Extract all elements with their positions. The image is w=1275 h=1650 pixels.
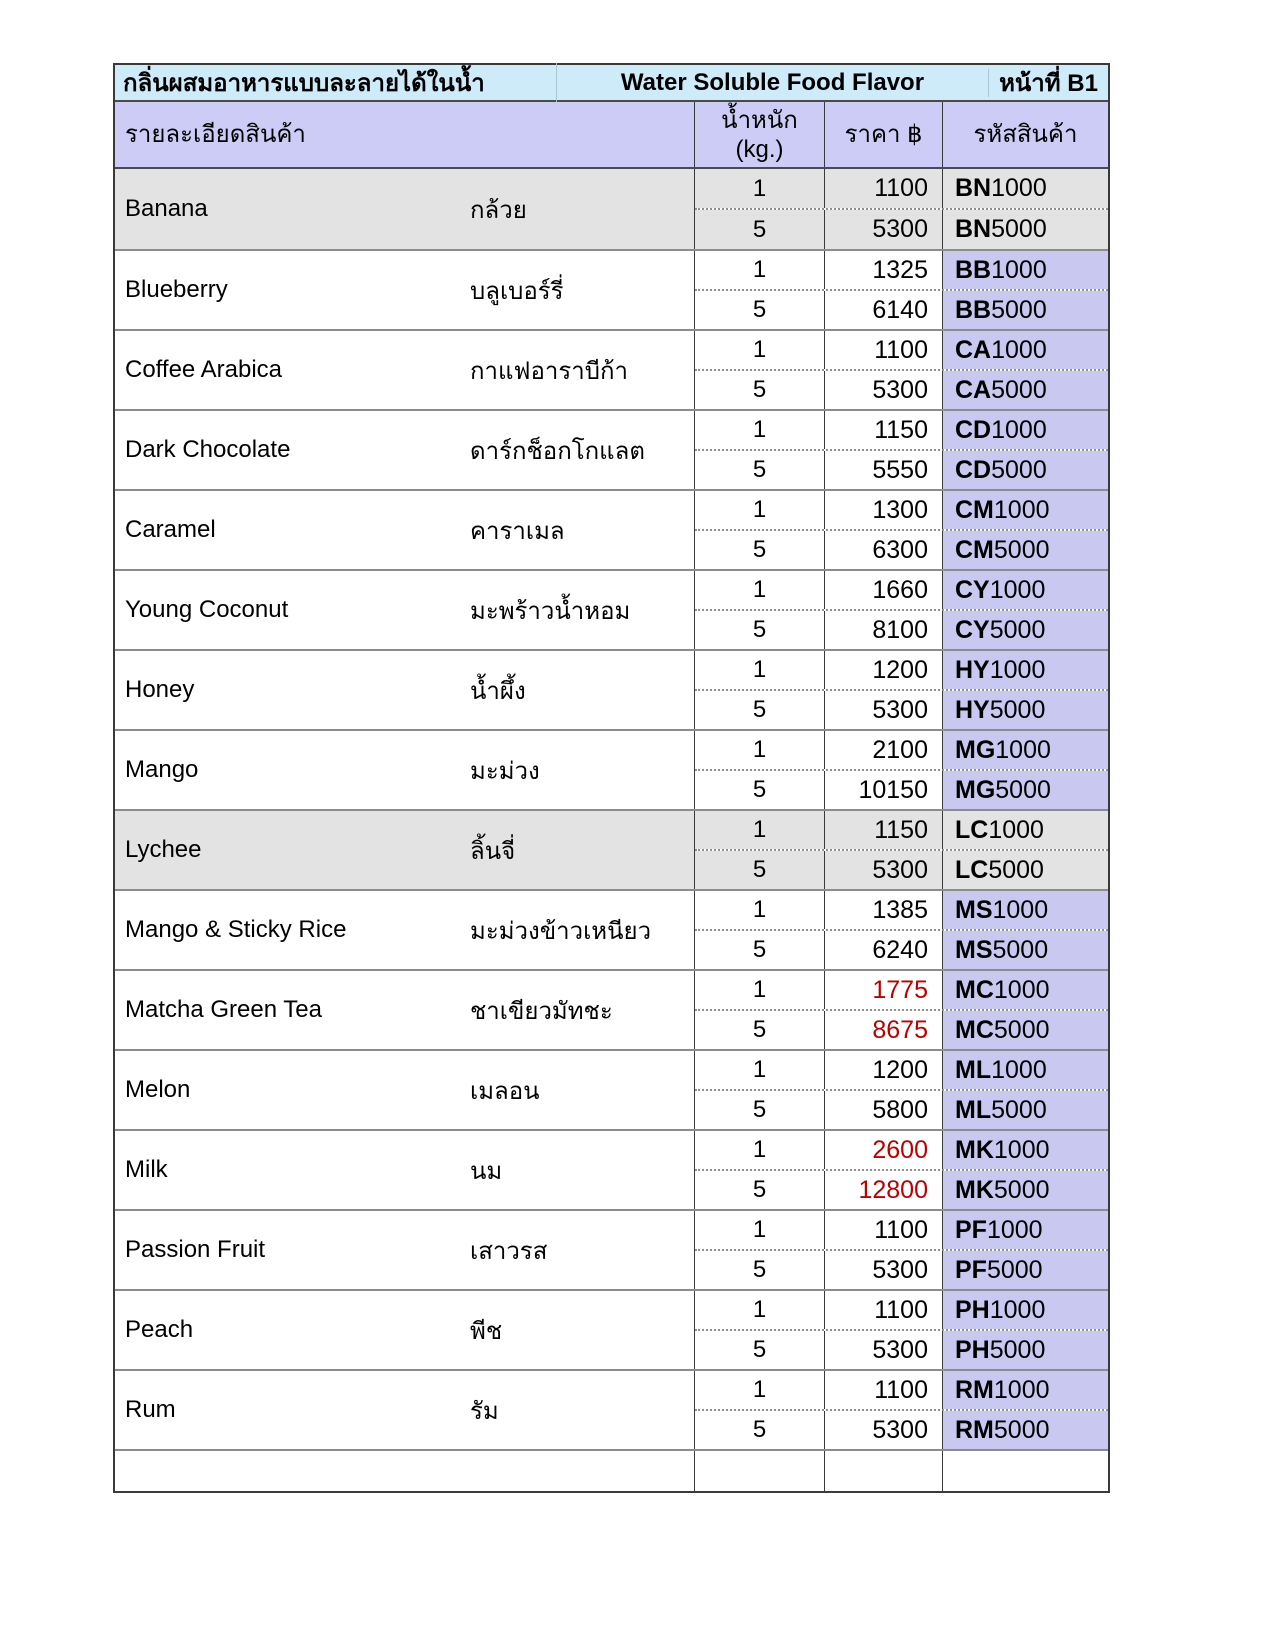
code-prefix: BB (955, 295, 992, 324)
price-value: 1300 (825, 491, 943, 529)
price-value: 5300 (825, 1331, 943, 1369)
code-suffix: 1000 (989, 575, 1046, 604)
product-variants (695, 251, 1108, 329)
code-suffix: 5000 (991, 295, 1047, 324)
product-code (943, 451, 1108, 489)
variant-row-5kg (695, 691, 1108, 729)
product-code (943, 571, 1108, 609)
product-code (943, 1091, 1108, 1129)
code-suffix: 1000 (988, 815, 1044, 844)
weight-value: 5 (695, 1411, 825, 1449)
weight-value: 1 (695, 1291, 825, 1329)
variant-row-1kg (695, 571, 1108, 611)
code-suffix: 5000 (989, 695, 1046, 724)
code-prefix: MK (955, 1135, 994, 1164)
code-suffix: 1000 (986, 1215, 1043, 1244)
code-suffix: 5000 (992, 935, 1049, 964)
product-variants (695, 411, 1108, 489)
product-row (115, 249, 1108, 329)
weight-value: 5 (695, 771, 825, 809)
weight-value: 5 (695, 931, 825, 969)
code-prefix: MC (955, 975, 994, 1004)
product-row (115, 729, 1108, 809)
code-suffix: 5000 (988, 855, 1044, 884)
product-variants (695, 1211, 1108, 1289)
weight-value: 1 (695, 891, 825, 929)
weight-value: 5 (695, 1011, 825, 1049)
product-name-english: Mango & Sticky Rice (125, 916, 347, 943)
product-name-thai: มะพร้าวน้ำหอม (470, 597, 631, 625)
price-value: 5300 (825, 851, 943, 889)
code-prefix: PH (955, 1335, 990, 1364)
code-prefix: LC (955, 855, 989, 884)
product-code (943, 1011, 1108, 1049)
title-thai: กลิ่นผสมอาหารแบบละลายได้ในน้ำ (115, 63, 557, 102)
price-value: 2100 (825, 731, 943, 769)
product-code (943, 771, 1108, 809)
product-code (943, 1051, 1108, 1089)
variant-row-5kg (695, 1251, 1108, 1289)
price-value: 1200 (825, 1051, 943, 1089)
weight-value: 1 (695, 731, 825, 769)
product-row (115, 1049, 1108, 1129)
product-name-cell (115, 571, 695, 649)
weight-value: 5 (695, 451, 825, 489)
price-value: 6240 (825, 931, 943, 969)
product-name-cell (115, 971, 695, 1049)
code-prefix: MS (955, 895, 993, 924)
weight-value: 1 (695, 1051, 825, 1089)
weight-value: 5 (695, 531, 825, 569)
variant-row-5kg (695, 771, 1108, 809)
product-code (943, 1371, 1108, 1409)
variant-row-5kg (695, 531, 1108, 569)
code-suffix: 5000 (986, 1255, 1043, 1284)
empty-name-cell (115, 1451, 695, 1491)
variant-row-5kg (695, 291, 1108, 329)
product-row (115, 1129, 1108, 1209)
weight-value: 1 (695, 811, 825, 849)
product-name-english: Mango (125, 756, 199, 783)
code-suffix: 1000 (989, 655, 1046, 684)
product-row (115, 809, 1108, 889)
code-suffix: 1000 (991, 1055, 1047, 1084)
product-name-thai: พีช (470, 1317, 503, 1345)
code-prefix: ML (955, 1095, 992, 1124)
product-code (943, 691, 1108, 729)
product-code (943, 169, 1108, 208)
variant-row-5kg (695, 611, 1108, 649)
variant-row-1kg (695, 491, 1108, 531)
code-prefix: MC (955, 1015, 994, 1044)
variant-row-1kg (695, 1371, 1108, 1411)
code-suffix: 5000 (993, 1015, 1050, 1044)
variant-row-1kg (695, 169, 1108, 210)
code-prefix: PF (955, 1215, 987, 1244)
product-row (115, 889, 1108, 969)
weight-value: 5 (695, 691, 825, 729)
product-code (943, 891, 1108, 929)
product-code (943, 1251, 1108, 1289)
product-name-thai: น้ำผึ้ง (470, 677, 526, 705)
header-price: ราคา ฿ (825, 102, 943, 167)
code-suffix: 5000 (991, 1095, 1047, 1124)
product-row (115, 409, 1108, 489)
weight-value: 1 (695, 971, 825, 1009)
code-suffix: 1000 (991, 174, 1047, 202)
product-variants (695, 331, 1108, 409)
weight-value: 5 (695, 1091, 825, 1129)
product-row (115, 1289, 1108, 1369)
product-name-english: Coffee Arabica (125, 356, 282, 383)
code-suffix: 1000 (991, 335, 1047, 364)
variant-row-1kg (695, 331, 1108, 371)
product-code (943, 1211, 1108, 1249)
variant-row-5kg (695, 851, 1108, 889)
product-variants (695, 1371, 1108, 1449)
price-value: 1150 (825, 811, 943, 849)
empty-weight-cell (695, 1451, 825, 1491)
code-suffix: 1000 (993, 975, 1050, 1004)
code-suffix: 5000 (991, 215, 1047, 243)
code-suffix: 5000 (993, 535, 1050, 564)
code-prefix: HY (955, 655, 990, 684)
price-value: 1775 (825, 971, 943, 1009)
product-code (943, 811, 1108, 849)
code-prefix: CD (955, 455, 992, 484)
price-value: 2600 (825, 1131, 943, 1169)
product-name-cell (115, 891, 695, 969)
product-row (115, 569, 1108, 649)
product-name-english: Banana (125, 195, 208, 222)
code-suffix: 5000 (993, 1415, 1050, 1444)
variant-row-1kg (695, 1051, 1108, 1091)
code-suffix: 5000 (989, 615, 1046, 644)
product-name-thai: กล้วย (470, 196, 527, 224)
product-variants (695, 491, 1108, 569)
price-value: 5800 (825, 1091, 943, 1129)
weight-value: 1 (695, 1371, 825, 1409)
weight-value: 5 (695, 1331, 825, 1369)
variant-row-5kg (695, 1411, 1108, 1449)
weight-value: 5 (695, 1171, 825, 1209)
product-variants (695, 169, 1108, 249)
product-variants (695, 1291, 1108, 1369)
product-name-english: Blueberry (125, 276, 228, 303)
product-code (943, 210, 1108, 249)
code-suffix: 5000 (989, 1335, 1046, 1364)
variant-row-1kg (695, 251, 1108, 291)
product-name-cell (115, 169, 695, 249)
product-code (943, 931, 1108, 969)
price-value: 5300 (825, 371, 943, 409)
product-code (943, 1411, 1108, 1449)
price-value: 1325 (825, 251, 943, 289)
price-value: 12800 (825, 1171, 943, 1209)
page-number: หน้าที่ B1 (999, 70, 1098, 97)
product-name-cell (115, 1051, 695, 1129)
product-variants (695, 971, 1108, 1049)
price-value: 5300 (825, 1251, 943, 1289)
product-name-english: Milk (125, 1156, 168, 1183)
product-code (943, 251, 1108, 289)
code-prefix: CY (955, 615, 990, 644)
price-value: 1100 (825, 1211, 943, 1249)
product-code (943, 411, 1108, 449)
product-row (115, 649, 1108, 729)
empty-row (115, 1449, 1108, 1491)
code-prefix: RM (955, 1415, 994, 1444)
product-name-thai: ลิ้นจี่ (470, 837, 516, 865)
weight-value: 5 (695, 210, 825, 249)
price-value: 8675 (825, 1011, 943, 1049)
title-bar (115, 65, 1108, 102)
product-name-thai: ดาร์กช็อกโกแลต (470, 437, 645, 465)
code-prefix: BN (955, 174, 992, 202)
product-row (115, 1209, 1108, 1289)
code-suffix: 1000 (992, 895, 1049, 924)
weight-value: 1 (695, 1211, 825, 1249)
weight-value: 1 (695, 651, 825, 689)
product-name-cell (115, 811, 695, 889)
product-code (943, 1331, 1108, 1369)
variant-row-5kg (695, 1331, 1108, 1369)
code-prefix: CY (955, 575, 990, 604)
price-value: 6300 (825, 531, 943, 569)
product-variants (695, 891, 1108, 969)
product-code (943, 611, 1108, 649)
code-suffix: 1000 (995, 735, 1051, 764)
product-code (943, 491, 1108, 529)
price-value: 5300 (825, 1411, 943, 1449)
weight-value: 1 (695, 251, 825, 289)
product-code (943, 651, 1108, 689)
code-prefix: ML (955, 1055, 992, 1084)
code-prefix: PF (955, 1255, 987, 1284)
variant-row-1kg (695, 971, 1108, 1011)
price-value: 5300 (825, 691, 943, 729)
product-variants (695, 651, 1108, 729)
header-weight (695, 102, 825, 167)
product-name-english: Peach (125, 1316, 194, 1343)
product-code (943, 371, 1108, 409)
product-code (943, 731, 1108, 769)
price-value: 1660 (825, 571, 943, 609)
product-name-english: Matcha Green Tea (125, 996, 323, 1023)
product-name-cell (115, 491, 695, 569)
weight-value: 5 (695, 371, 825, 409)
product-name-cell (115, 731, 695, 809)
code-prefix: PH (955, 1295, 990, 1324)
product-name-english: Lychee (125, 836, 202, 863)
weight-value: 1 (695, 411, 825, 449)
product-variants (695, 731, 1108, 809)
price-table (113, 63, 1110, 1493)
weight-value: 5 (695, 851, 825, 889)
product-name-thai: รัม (470, 1397, 499, 1425)
variant-row-5kg (695, 1011, 1108, 1049)
product-code (943, 531, 1108, 569)
code-prefix: CA (955, 335, 992, 364)
product-row (115, 329, 1108, 409)
code-suffix: 5000 (995, 775, 1051, 804)
code-prefix: HY (955, 695, 990, 724)
header-code: รหัสสินค้า (973, 121, 1078, 148)
product-name-thai: คาราเมล (470, 517, 565, 545)
header-weight-line1: น้ำหนัก (721, 106, 798, 134)
product-code (943, 291, 1108, 329)
product-name-english: Caramel (125, 516, 216, 543)
product-code (943, 1171, 1108, 1209)
variant-row-5kg (695, 210, 1108, 249)
product-name-cell (115, 1211, 695, 1289)
weight-value: 5 (695, 611, 825, 649)
product-variants (695, 811, 1108, 889)
code-suffix: 1000 (993, 495, 1050, 524)
product-name-thai: มะม่วง (470, 757, 540, 785)
weight-value: 1 (695, 491, 825, 529)
variant-row-5kg (695, 451, 1108, 489)
price-value: 1150 (825, 411, 943, 449)
product-name-cell (115, 651, 695, 729)
product-name-thai: เมลอน (470, 1077, 540, 1105)
empty-code-cell (943, 1451, 1108, 1491)
price-value: 1100 (825, 1371, 943, 1409)
product-name-cell (115, 1371, 695, 1449)
code-prefix: CM (955, 495, 994, 524)
product-name-english: Melon (125, 1076, 191, 1103)
variant-row-1kg (695, 1291, 1108, 1331)
code-suffix: 5000 (991, 455, 1047, 484)
product-name-cell (115, 1291, 695, 1369)
variant-row-1kg (695, 811, 1108, 851)
weight-value: 1 (695, 331, 825, 369)
product-name-thai: ชาเขียวมัทชะ (470, 997, 613, 1025)
header-weight-line2: (kg.) (735, 135, 784, 163)
empty-price-cell (825, 1451, 943, 1491)
product-variants (695, 1051, 1108, 1129)
product-code (943, 851, 1108, 889)
price-value: 5550 (825, 451, 943, 489)
code-suffix: 1000 (993, 1375, 1050, 1404)
product-code (943, 1131, 1108, 1169)
code-prefix: CD (955, 415, 992, 444)
product-name-english: Dark Chocolate (125, 436, 291, 463)
product-name-english: Passion Fruit (125, 1236, 266, 1263)
product-name-english: Young Coconut (125, 596, 289, 623)
code-prefix: MK (955, 1175, 994, 1204)
header-description: รายละเอียดสินค้า (115, 102, 695, 167)
variant-row-5kg (695, 1171, 1108, 1209)
weight-value: 1 (695, 571, 825, 609)
product-name-thai: กาแฟอาราบีก้า (470, 357, 628, 385)
code-prefix: CA (955, 375, 992, 404)
code-suffix: 5000 (991, 375, 1047, 404)
product-code (943, 971, 1108, 1009)
variant-row-1kg (695, 731, 1108, 771)
product-name-english: Rum (125, 1396, 176, 1423)
table-body (115, 169, 1108, 1449)
weight-value: 5 (695, 291, 825, 329)
code-suffix: 1000 (991, 415, 1047, 444)
code-prefix: BB (955, 255, 992, 284)
weight-value: 1 (695, 169, 825, 208)
product-code (943, 331, 1108, 369)
price-value: 1100 (825, 169, 943, 208)
price-value: 1385 (825, 891, 943, 929)
price-value: 6140 (825, 291, 943, 329)
product-row (115, 1369, 1108, 1449)
price-value: 1100 (825, 1291, 943, 1329)
code-prefix: MG (955, 775, 996, 804)
variant-row-1kg (695, 1211, 1108, 1251)
variant-row-1kg (695, 891, 1108, 931)
variant-row-1kg (695, 651, 1108, 691)
column-header-row (115, 102, 1108, 169)
product-name-cell (115, 411, 695, 489)
weight-value: 5 (695, 1251, 825, 1289)
variant-row-1kg (695, 411, 1108, 451)
product-name-cell (115, 251, 695, 329)
product-row (115, 969, 1108, 1049)
product-name-thai: มะม่วงข้าวเหนียว (470, 917, 652, 945)
code-prefix: MG (955, 735, 996, 764)
price-value: 1100 (825, 331, 943, 369)
product-name-cell (115, 1131, 695, 1209)
variant-row-5kg (695, 1091, 1108, 1129)
product-name-cell (115, 331, 695, 409)
product-code (943, 1291, 1108, 1329)
price-value: 1200 (825, 651, 943, 689)
product-name-thai: นม (470, 1157, 503, 1185)
weight-value: 1 (695, 1131, 825, 1169)
code-suffix: 5000 (993, 1175, 1050, 1204)
variant-row-1kg (695, 1131, 1108, 1171)
code-prefix: RM (955, 1375, 994, 1404)
product-name-thai: บลูเบอร์รี่ (470, 277, 564, 305)
product-variants (695, 571, 1108, 649)
variant-row-5kg (695, 931, 1108, 969)
title-english: Water Soluble Food Flavor (557, 69, 989, 97)
product-name-english: Honey (125, 676, 195, 703)
code-suffix: 1000 (989, 1295, 1046, 1324)
code-prefix: CM (955, 535, 994, 564)
product-row (115, 169, 1108, 249)
price-value: 10150 (825, 771, 943, 809)
code-prefix: MS (955, 935, 993, 964)
variant-row-5kg (695, 371, 1108, 409)
price-value: 5300 (825, 210, 943, 249)
product-row (115, 489, 1108, 569)
product-variants (695, 1131, 1108, 1209)
code-suffix: 1000 (993, 1135, 1050, 1164)
price-value: 8100 (825, 611, 943, 649)
code-prefix: BN (955, 215, 992, 243)
product-name-thai: เสาวรส (470, 1237, 548, 1265)
code-prefix: LC (955, 815, 989, 844)
code-suffix: 1000 (991, 255, 1047, 284)
